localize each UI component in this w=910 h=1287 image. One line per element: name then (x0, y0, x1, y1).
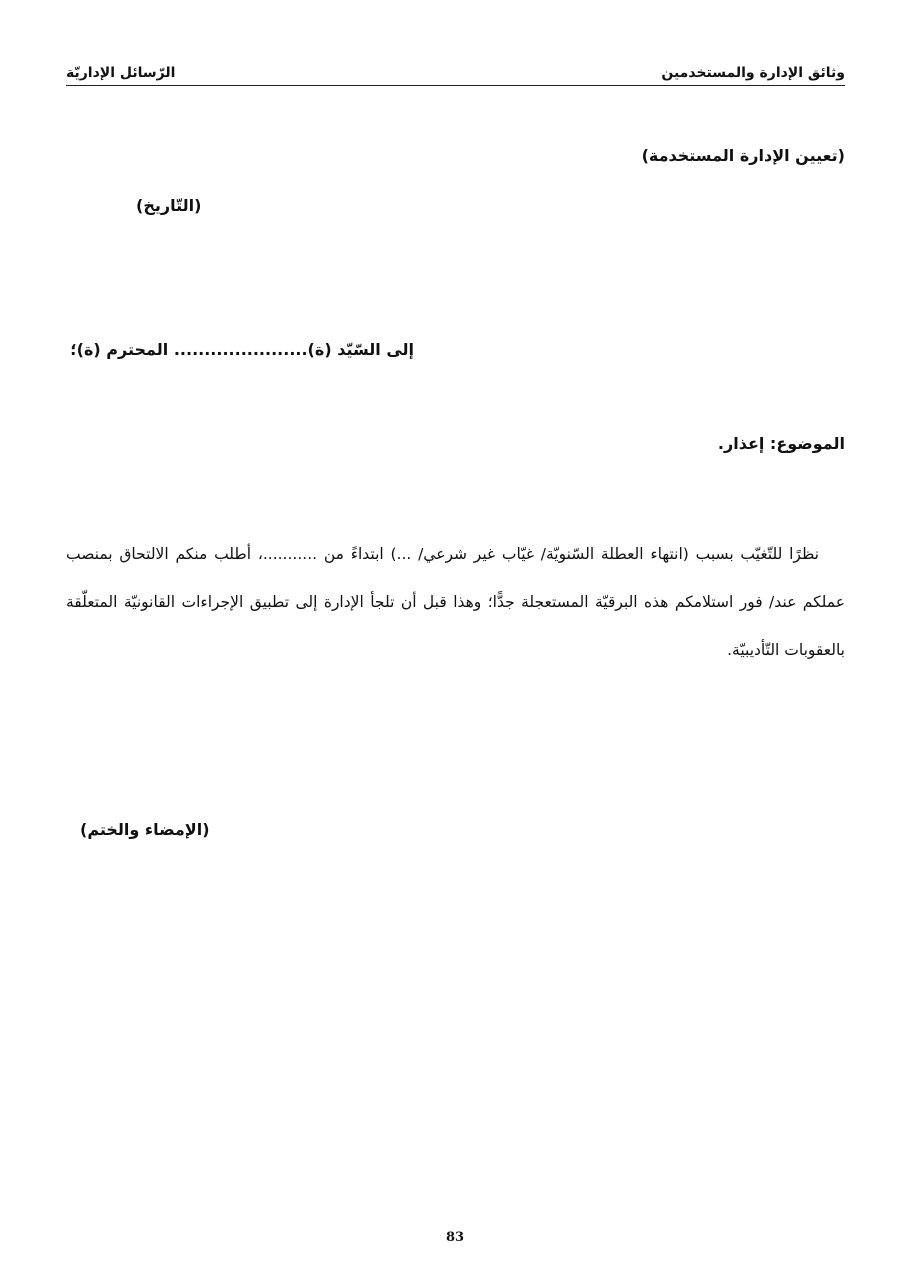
appointment-line: (تعيين الإدارة المستخدمة) (641, 146, 845, 165)
addressee-line: إلى السّيّد (ة)...................... المحترم (ة)؛ (70, 340, 414, 359)
page-header (66, 58, 845, 86)
letter-body-text: نظرًا للتّغيّب بسبب (انتهاء العطلة السّنويّة/ غيّاب غير شرعي/ ...) ابتداءً من ...........، أطلب منكم الالتحاق بمنصب عملكم عند/ فور استلامكم هذه البرقيّة المستعجلة جدًّا؛ وهذا قبل أن تلجأ الإدارة إلى تطبيق الإجراءات القانونيّة المتعلّقة بالعقوبات التّأديبيّة. (66, 545, 845, 659)
header-title-right: وثائق الإدارة والمستخدمين (661, 65, 845, 81)
header-title-left: الرّسائل الإداريّة (66, 65, 176, 81)
signature-line: (الإمضاء والختم) (80, 820, 210, 839)
subject-line: الموضوع: إعذار. (717, 434, 845, 453)
page-number: 83 (445, 1230, 465, 1245)
letter-body (66, 530, 845, 674)
date-line: (التّاريخ) (136, 196, 202, 215)
